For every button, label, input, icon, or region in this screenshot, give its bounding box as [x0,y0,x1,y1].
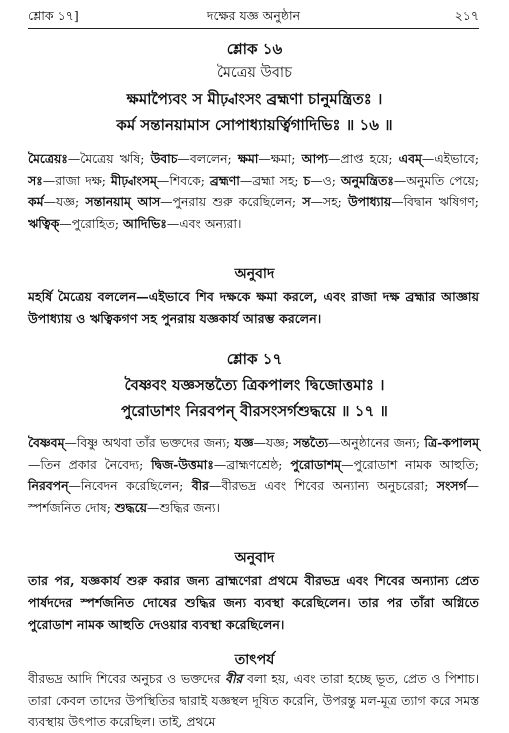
verse16-syn-meaning: —ব্রহ্মা সহ; [239,172,304,188]
verse16-syn-meaning: —এইভাবে; [421,151,479,166]
verse-17-heading: শ্লোক ১৭ [226,350,283,368]
verse16-syn-meaning: —প্রাপ্ত হয়ে; [328,151,399,166]
verse16-syn-meaning: —সহ; [310,194,349,209]
verse16-syn-word: এবম্ [398,151,422,166]
verse-16-line-2: কর্ম সন্তানয়ামাস সোপাধ্যায়র্ত্বিগাদিভিঃ ॥ ১৬ ॥ [116,116,393,134]
verse16-syn-word: সঃ [28,172,43,188]
verse16-syn-word: মৈত্রেয়ঃ [28,151,68,166]
verse16-syn-meaning: —যজ্ঞ; [43,194,86,209]
purport-text-2: বলা হয়, এবং তারা হচ্ছে ভূত, প্রেত ও পিশাচ। তারা কেবল তাদের উপস্থিতির দ্বারাই যজ্ঞস্থল দূষিত করেনি, উপরন্তু মল-মূত্র ত্যাগ করে সমস্ত ব্যবস্থায় উৎপাত করেছিল। তাই, প্রথমে [28,671,479,729]
verse16-syn-word: উবাচ [150,151,178,166]
verse-16-line-1: ক্ষমাপ্যৈবং স মীঢ়্বাংসং ব্রহ্মণা চানুমন্ত্রিতঃ । [126,90,383,108]
header-page-number: ২১৭ [454,8,479,23]
verse17-syn-meaning: —অনুষ্ঠানের জন্য; [328,435,425,450]
header-verse-ref: শ্লোক ১৭] [28,8,79,23]
verse16-syn-meaning: —শিবকে; [156,172,210,188]
verse-17-line-1: বৈষ্ণবং যজ্ঞসন্তত্যৈ ত্রিকপালং দ্বিজোত্তমাঃ । [124,376,385,394]
verse17-syn-meaning: —বিষ্ণু অথবা তাঁর ভক্তদের জন্য; [64,435,235,450]
verse17-syn-meaning: —স্পর্শজনিত দোষ; [28,478,479,515]
verse17-syn-meaning: —তিন প্রকার নৈবেদ্য; [28,456,152,472]
verse16-syn-meaning: —অনুমতি পেয়ে; [393,172,479,188]
verse16-syn-meaning: —মৈত্রেয় ঋষি; [67,151,151,166]
verse16-syn-meaning: —ও; [310,172,341,188]
verse16-syn-meaning: —এবং অন্যরা। [166,215,242,231]
verse16-syn-meaning: —বিদ্বান ঋষিগণ; [391,194,479,209]
verse16-syn-meaning: —পুরোহিত; [59,215,123,231]
verse-16-heading: শ্লোক ১৬ [226,40,283,58]
verse-16-translation-text: মহর্ষি মৈত্রেয় বললেন—এইভাবে শিব দক্ষকে ক্ষমা করলে, এবং রাজা দক্ষ ব্রহ্মার আজ্ঞায় উপাধ্যায় ও ঋত্বিকগণ সহ পুনরায় যজ্ঞকার্য আরম্ভ করলেন। [28,289,479,326]
verse16-syn-word: আপ্য [301,151,329,166]
verse16-syn-word: মীঢ়্বাংসম্ [110,172,157,188]
verse-17-translation-heading: অনুবাদ [234,550,275,566]
verse16-syn-word: ঋত্বিক্ [28,215,60,231]
verse17-syn-meaning: —বীরভদ্র এবং শিবের অন্যান্য অনুচরেরা; [208,478,437,493]
header-chapter-title: দক্ষের যজ্ঞ অনুষ্ঠান [206,8,301,23]
verse16-syn-word: উপাধ্যায় [348,194,392,209]
verse17-syn-meaning: —শুদ্ধির জন্য। [146,499,220,515]
purport-text-1: বীরভদ্র আদি শিবের অনুচর ও ভক্তদের [28,671,226,686]
verse17-syn-meaning: —যজ্ঞ; [253,435,294,450]
verse16-syn-meaning: —ক্ষমা; [258,151,302,166]
verse17-syn-word: পুরোডাশম্ [290,456,342,472]
verse16-syn-meaning: —বললেন; [177,151,238,166]
verse16-syn-word: কর্ম [28,194,44,209]
running-header [28,8,479,24]
verse17-syn-word: দ্বিজ-উত্তমাঃ [151,456,214,472]
verse17-syn-word: সন্তত্যৈ [293,435,329,450]
verse17-syn-word: নিরবপন্ [28,478,69,493]
verse-17-line-2: পুরোডাশং নিরবপন্ বীরসংসর্গশুদ্ধয়ে ॥ ১৭ ॥ [121,402,388,420]
verse-17-purport-heading: তাৎপর্য [234,652,275,668]
verse17-syn-word: বীর [191,478,209,493]
verse16-syn-word: অনুমন্ত্রিতঃ [340,172,394,188]
verse16-syn-word: স [302,194,311,209]
verse16-syn-word: আদিভিঃ [122,215,167,231]
purport-italic-term: বীর [225,671,243,686]
verse17-syn-word: শুদ্ধয়ে [114,499,147,515]
header-rule [28,28,479,29]
verse-17-translation [28,570,479,636]
verse17-syn-meaning: —ব্রাহ্মণশ্রেষ্ঠ; [213,456,291,472]
verse17-syn-word: যজ্ঞ [234,435,254,450]
verse17-syn-word: বৈষ্ণবম্ [28,435,65,450]
verse16-syn-word: ব্রহ্মণা [209,172,240,188]
verse-16-synonyms [28,148,479,234]
verse-16-translation-heading: অনুবাদ [234,266,275,282]
verse-17-synonyms [28,432,479,518]
verse17-syn-word: ত্রি-কপালম্ [424,435,479,450]
verse16-syn-word: ক্ষমা [237,151,259,166]
verse16-syn-word: সন্তানয়াম্ আস [85,194,161,209]
verse17-syn-meaning: —নিবেদন করেছিলেন; [68,478,192,493]
verse17-syn-word: সংসর্গ [436,478,467,493]
verse-16-speaker: মৈত্রেয় উবাচ [217,65,292,81]
verse16-syn-meaning: —পুনরায় শুরু করেছিলেন; [160,194,303,209]
verse-17-purport [28,668,479,733]
verse-16-translation [28,286,479,330]
verse-17-translation-text: তার পর, যজ্ঞকার্য শুরু করার জন্য ব্রাহ্মণেরা প্রথমে বীরভদ্র এবং শিবের অন্যান্য প্রেত পার্ষদদের স্পর্শজনিত দোষের শুদ্ধির জন্য ব্যবস্থা করেছিলেন। তার পর তাঁরা অগ্নিতে পুরোডাশ নামক আহুতি দেওয়ার ব্যবস্থা করেছিলেন। [28,573,479,632]
verse16-syn-meaning: —রাজা দক্ষ; [42,172,111,188]
verse17-syn-meaning: —পুরোডাশ নামক আহুতি; [341,456,479,472]
verse16-syn-word: চ [303,172,311,188]
